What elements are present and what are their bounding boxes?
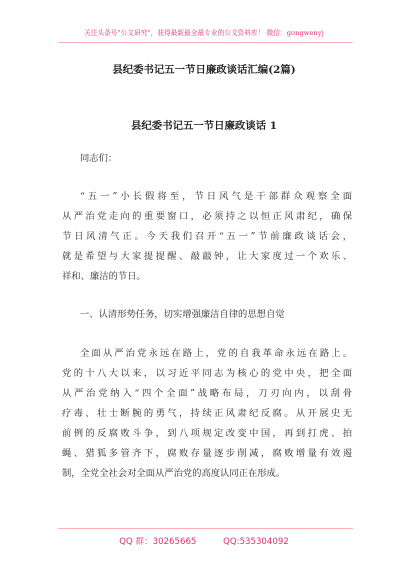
salutation: 同志们：: [80, 153, 118, 164]
paragraph-line: “五一”小长假将至，节日风气是干部群众观察全面: [80, 191, 352, 202]
document-title: 县纪委书记五一节日廉政谈话 1: [131, 120, 277, 132]
paragraph-line: 祥和、廉洁的节日。: [62, 271, 146, 282]
paragraph-line: 就是希望与大家提提醒、敲敲钟，让大家度过一个欢乐、: [62, 251, 352, 262]
footer: [0, 535, 408, 547]
paragraph-line: 蝇、猎狐多管齐下，腐败存量逐步削减，腐败增量有效遏: [62, 448, 352, 459]
paragraph-line: 前例的反腐败斗争，到八项规定改变中国，再到打虎、拍: [62, 428, 352, 439]
footer-qq-number: QQ:535304092: [223, 537, 289, 547]
header-banner: 关注头条号"公文研究"，获得最新最全最专业的公文资料库！ 微信：gongwenyj: [84, 29, 324, 37]
footer-qq-group: QQ 群：30265665: [119, 537, 197, 547]
footer-divider: [58, 528, 353, 529]
paragraph-line: 疗毒、壮士断腕的勇气，持续正风肃纪反腐。从开展史无: [62, 408, 352, 419]
paragraph-line: 全面从严治党永远在路上，党的自我革命永远在路上。: [80, 348, 352, 359]
paragraph-line: 从严治党走向的重要窗口，必须持之以恒正风肃纪，确保: [62, 211, 352, 222]
paragraph-line: 制，全党全社会对全面从严治党的高度认同正在形成。: [62, 468, 286, 479]
header-divider: [58, 42, 353, 43]
paragraph-line: 从严治党纳入“四个全面”战略布局，刀刃向内，以刮骨: [62, 388, 352, 399]
paragraph-line: 节日风清气正。今天我们召开“五一”节前廉政谈话会，: [62, 231, 352, 242]
collection-title: 县纪委书记五一节日廉政谈话汇编(2篇): [112, 64, 296, 76]
section-heading: 一、认清形势任务，切实增强廉洁自律的思想自觉: [80, 309, 285, 320]
paragraph-line: 党的十八大以来，以习近平同志为核心的党中央，把全面: [62, 368, 352, 379]
